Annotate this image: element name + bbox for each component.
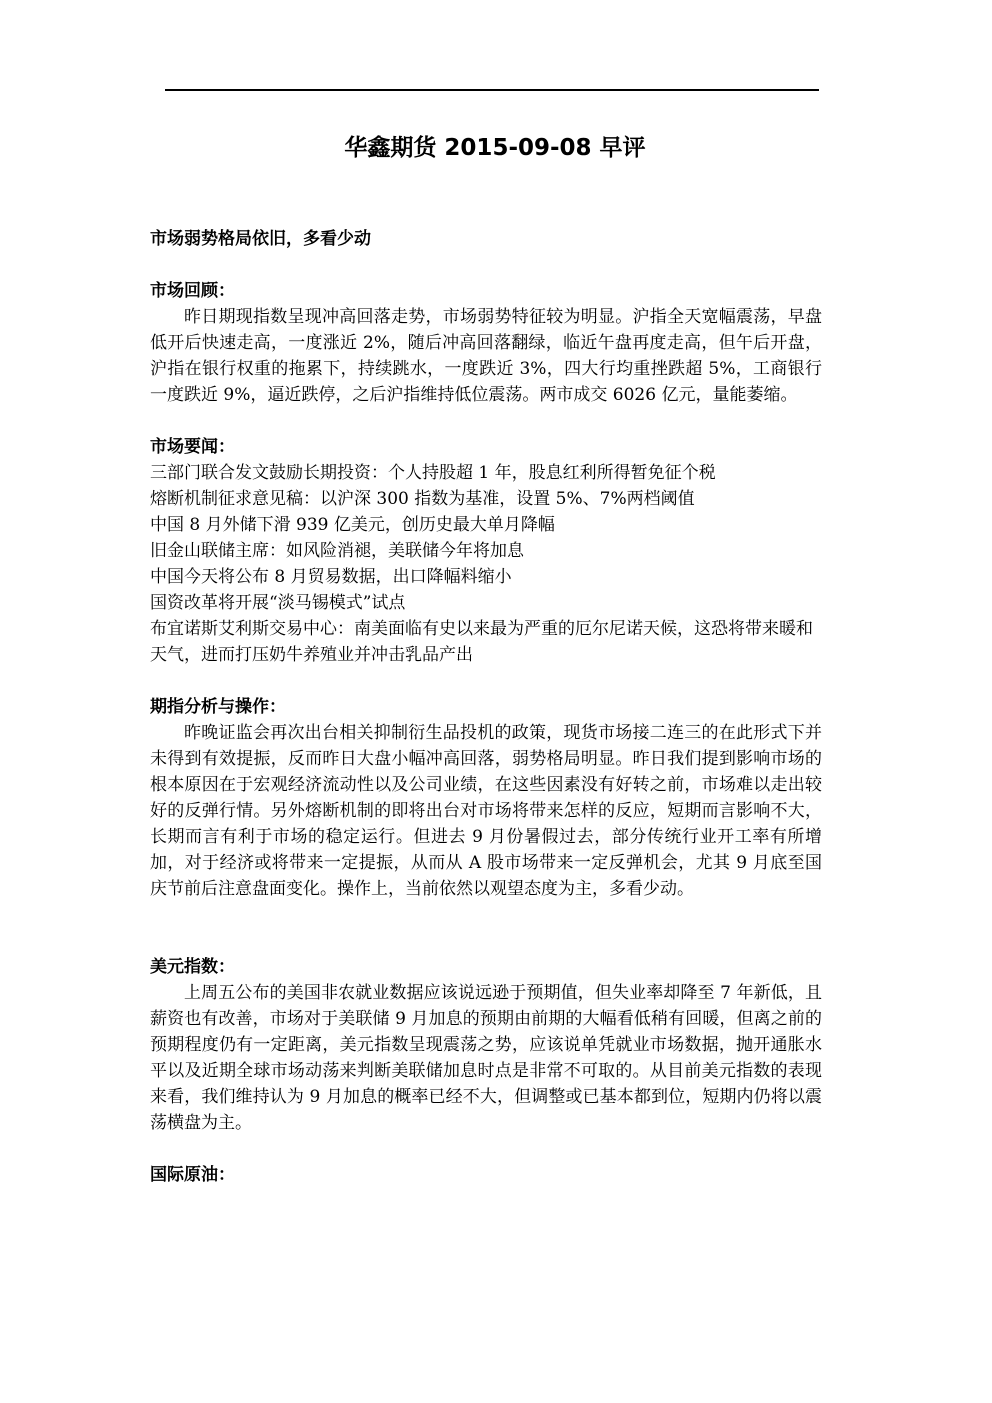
section-heading-futures-analysis: 期指分析与操作： [150,697,286,717]
news-item: 三部门联合发文鼓励长期投资：个人持股超 1 年，股息红利所得暂免征个税 [150,463,716,483]
spacer [150,408,822,434]
spacer [150,902,822,954]
news-item: 旧金山联储主席：如风险消褪，美联储今年将加息 [150,541,524,561]
section-futures-analysis [150,694,822,902]
section-crude-oil [150,1162,822,1188]
news-item: 中国 8 月外储下滑 939 亿美元，创历史最大单月降幅 [150,515,555,535]
news-item: 布宜诺斯艾利斯交易中心：南美面临有史以来最为严重的厄尔尼诺天候，这恐将带来暖和天气，进而打压奶牛养殖业并冲击乳品产出 [150,619,813,665]
news-item: 国资改革将开展“淡马锡模式”试点 [150,593,406,613]
header-rule [165,89,819,91]
futures-analysis-paragraph: 昨晚证监会再次出台相关抑制衍生品投机的政策，现货市场接二连三的在此形式下并未得到有效提振，反而昨日大盘小幅冲高回落，弱势格局明显。昨日我们提到影响市场的根本原因在于宏观经济流动性以及公司业绩，在这些因素没有好转之前，市场难以走出较好的反弹行情。另外熔断机制的即将出台对市场将带来怎样的反应，短期而言影响不大，长期而言有利于市场的稳定运行。但进去 9 月份暑假过去，部分传统行业开工率有所增加，对于经济或将带来一定提振，从而从 A 股市场带来一定反弹机会，尤其 9 月底至国庆节前后注意盘面变化。操作上，当前依然以观望态度为主，多看少动。 [150,723,822,899]
document-title: 华鑫期货 2015-09-08 早评 [344,135,646,161]
section-market-review [150,278,822,408]
section-heading-market-news: 市场要闻： [150,437,235,457]
headline: 市场弱势格局依旧，多看少动 [150,229,371,249]
news-item: 中国今天将公布 8 月贸易数据，出口降幅料缩小 [150,567,512,587]
spacer [150,1136,822,1162]
spacer [150,668,822,694]
market-review-paragraph: 昨日期现指数呈现冲高回落走势，市场弱势特征较为明显。沪指全天宽幅震荡，早盘低开后快速走高，一度涨近 2%，随后冲高回落翻绿，临近午盘再度走高，但午后开盘，沪指在银行权重的拖累下，持续跳水，一度跌近 3%，四大行均重挫跌超 5%，工商银行一度跌近 9%，逼近跌停，之后沪指维持低位震荡。两市成交 6026 亿元，量能萎缩。 [150,307,822,405]
section-heading-usd-index: 美元指数： [150,957,235,977]
news-item: 熔断机制征求意见稿：以沪深 300 指数为基准，设置 5%、7%两档阈值 [150,489,695,509]
spacer [150,252,822,278]
usd-index-paragraph: 上周五公布的美国非农就业数据应该说远逊于预期值，但失业率却降至 7 年新低，且薪资也有改善，市场对于美联储 9 月加息的预期由前期的大幅看低稍有回暖，但离之前的预期程度仍有一定距离，美元指数呈现震荡之势，应该说单凭就业市场数据，抛开通胀水平以及近期全球市场动荡来判断美联储加息时点是非常不可取的。从目前美元指数的表现来看，我们维持认为 9 月加息的概率已经不大，但调整或已基本都到位，短期内仍将以震荡横盘为主。 [150,983,822,1133]
news-list [150,460,822,668]
document-body [150,226,822,1188]
section-usd-index [150,954,822,1136]
section-heading-market-review: 市场回顾： [150,281,235,301]
section-market-news [150,434,822,668]
section-heading-crude-oil: 国际原油： [150,1165,235,1185]
